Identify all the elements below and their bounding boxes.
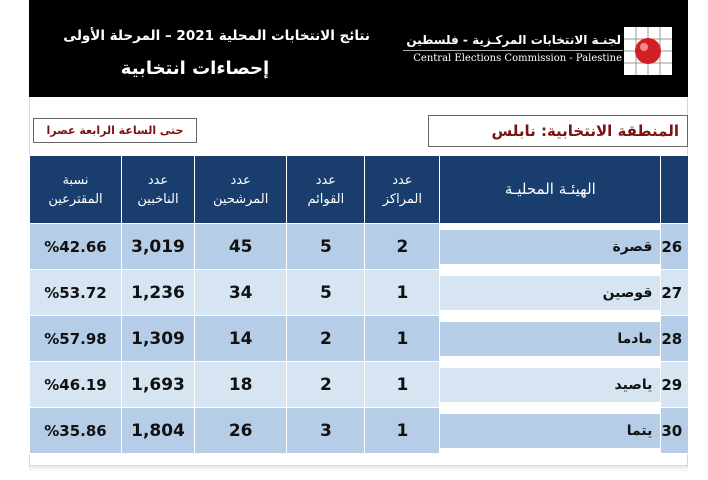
- report-title: نتائج الانتخابات المحلية 2021 – المرحلة الأولى: [63, 28, 370, 44]
- time-label: حتى الساعة الرابعة عصرا: [33, 118, 197, 143]
- row-number-cell: 27: [661, 270, 689, 316]
- voters-cell: 1,693: [122, 362, 195, 408]
- turnout-cell: %53.72: [30, 270, 122, 316]
- centers-cell: 1: [365, 316, 440, 362]
- candidates-cell: 18: [195, 362, 287, 408]
- lists-cell: 3: [287, 408, 365, 454]
- commission-name-ar: لجنـة الانتخابات المركـزية - فلسطين: [406, 33, 621, 47]
- col-centers: عدد المراكز: [365, 156, 440, 224]
- row-number-cell: 26: [661, 224, 689, 270]
- table-row: [30, 362, 689, 408]
- turnout-cell: %35.86: [30, 408, 122, 454]
- col-candidates: عدد المرشحين: [195, 156, 287, 224]
- commission-name-en: Central Elections Commission - Palestine: [413, 53, 622, 64]
- local-body-cell: [440, 270, 661, 316]
- row-number-cell: 29: [661, 362, 689, 408]
- voters-cell: 1,804: [122, 408, 195, 454]
- candidates-cell: 34: [195, 270, 287, 316]
- candidates-cell: 26: [195, 408, 287, 454]
- local-body-name: مادما: [440, 322, 660, 356]
- local-body-cell: [440, 362, 661, 408]
- centers-cell: 1: [365, 270, 440, 316]
- col-lists: عدد القوائم: [287, 156, 365, 224]
- voters-cell: 3,019: [122, 224, 195, 270]
- col-local-body: الهيئـة المحليـة: [440, 156, 661, 224]
- row-number-cell: 28: [661, 316, 689, 362]
- header-divider: [403, 50, 623, 51]
- table-row: [30, 224, 689, 270]
- local-body-name: ياصيد: [440, 368, 660, 402]
- voters-cell: 1,236: [122, 270, 195, 316]
- results-table: [29, 155, 689, 454]
- cec-logo-icon: [624, 27, 672, 75]
- col-number: [661, 156, 689, 224]
- table-row: [30, 316, 689, 362]
- report-header: [29, 0, 688, 97]
- turnout-cell: %42.66: [30, 224, 122, 270]
- local-body-cell: [440, 408, 661, 454]
- table-row: [30, 408, 689, 454]
- row-number-cell: 30: [661, 408, 689, 454]
- turnout-cell: %57.98: [30, 316, 122, 362]
- table-row: [30, 270, 689, 316]
- local-body-name: قوصين: [440, 276, 660, 310]
- lists-cell: 2: [287, 362, 365, 408]
- lists-cell: 5: [287, 224, 365, 270]
- frame-shadow: [29, 466, 688, 472]
- local-body-name: قصرة: [440, 230, 660, 264]
- local-body-name: يتما: [440, 414, 660, 448]
- centers-cell: 1: [365, 362, 440, 408]
- lists-cell: 2: [287, 316, 365, 362]
- lists-cell: 5: [287, 270, 365, 316]
- col-turnout: نسبة المقترعين: [30, 156, 122, 224]
- voters-cell: 1,309: [122, 316, 195, 362]
- region-label: المنطقة الانتخابية: نابلس: [428, 115, 688, 147]
- candidates-cell: 14: [195, 316, 287, 362]
- turnout-cell: %46.19: [30, 362, 122, 408]
- local-body-cell: [440, 224, 661, 270]
- report-subtitle: إحصاءات انتخابية: [120, 58, 270, 79]
- centers-cell: 2: [365, 224, 440, 270]
- centers-cell: 1: [365, 408, 440, 454]
- local-body-cell: [440, 316, 661, 362]
- candidates-cell: 45: [195, 224, 287, 270]
- col-voters: عدد الناخبين: [122, 156, 195, 224]
- table-header-row: [30, 156, 689, 224]
